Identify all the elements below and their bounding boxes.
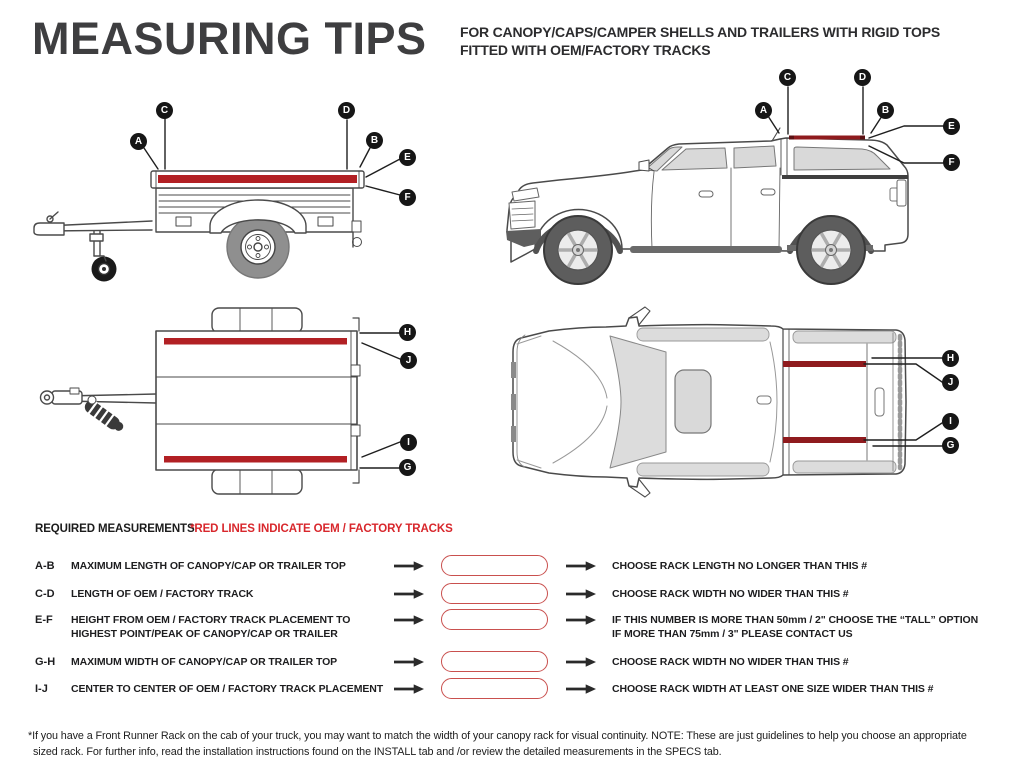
label-marker-h-trailer-top: H <box>399 324 416 341</box>
measurement-value-field <box>441 609 548 630</box>
measurement-range: I-J <box>35 683 48 695</box>
page-title: MEASURING TIPS <box>32 13 427 64</box>
measurement-range: A-B <box>35 560 55 572</box>
arrow-right-icon <box>566 561 596 571</box>
footnote <box>28 729 1020 760</box>
footnote-line-1: *If you have a Front Runner Rack on the cab of your truck, you may want to match the width of your canopy rack for visual continuity. NOTE: These are just guidelines to help you choose an appropriate <box>28 730 967 742</box>
label-marker-c-truck: C <box>779 69 796 86</box>
label-marker-a-truck: A <box>755 102 772 119</box>
measurement-instruction: CHOOSE RACK WIDTH AT LEAST ONE SIZE WIDER THAN THIS # <box>612 683 934 695</box>
label-marker-a-trailer: A <box>130 133 147 150</box>
measurement-value-field <box>441 583 548 604</box>
label-marker-h-truck-top: H <box>942 350 959 367</box>
arrow-right-icon <box>394 684 424 694</box>
arrow-right-icon <box>566 615 596 625</box>
truck-top-illustration <box>511 307 906 497</box>
measurement-range: C-D <box>35 588 55 600</box>
subtitle-line-1: FOR CANOPY/CAPS/CAMPER SHELLS AND TRAILERS WITH RIGID TOPS <box>460 24 940 40</box>
label-marker-e-trailer: E <box>399 149 416 166</box>
arrow-right-icon <box>394 615 424 625</box>
label-marker-b-trailer: B <box>366 132 383 149</box>
measurement-range: E-F <box>35 614 53 626</box>
label-marker-g-trailer-top: G <box>399 459 416 476</box>
measurement-row-ij <box>0 677 1024 717</box>
label-marker-f-trailer: F <box>399 189 416 206</box>
measurement-instruction: CHOOSE RACK WIDTH NO WIDER THAN THIS # <box>612 588 849 600</box>
measurement-value-field <box>441 651 548 672</box>
arrow-right-icon <box>394 561 424 571</box>
label-marker-f-truck: F <box>943 154 960 171</box>
trailer-top-illustration <box>41 308 361 494</box>
measurement-range: G-H <box>35 656 56 668</box>
measurement-description: MAXIMUM WIDTH OF CANOPY/CAP OR TRAILER TOP <box>71 656 338 668</box>
truck-side-illustration <box>506 128 908 284</box>
subtitle-line-2: FITTED WITH OEM/FACTORY TRACKS <box>460 42 711 58</box>
label-marker-d-truck: D <box>854 69 871 86</box>
trailer-side-illustration <box>34 171 364 282</box>
label-marker-i-truck-top: I <box>942 413 959 430</box>
measurement-row-ef <box>0 608 1024 648</box>
section-title: REQUIRED MEASUREMENTS <box>35 523 195 535</box>
footnote-line-2: sized rack. For further info, read the installation instructions found on the INSTALL tab and /or review the detailed measurements in the SPECS tab. <box>33 745 722 758</box>
measurement-value-field <box>441 678 548 699</box>
measurement-instruction: IF THIS NUMBER IS MORE THAN 50mm / 2" CHOOSE THE “TALL” OPTION IF MORE THAN 75mm / 3" PLEASE CONTACT US <box>612 614 979 640</box>
label-marker-b-truck: B <box>877 102 894 119</box>
arrow-right-icon <box>394 657 424 667</box>
page-subtitle <box>460 23 1000 59</box>
label-marker-c-trailer: C <box>156 102 173 119</box>
red-lines-note: *RED LINES INDICATE OEM / FACTORY TRACKS <box>190 523 453 535</box>
arrow-right-icon <box>394 589 424 599</box>
measurement-description: MAXIMUM LENGTH OF CANOPY/CAP OR TRAILER TOP <box>71 560 346 572</box>
arrow-right-icon <box>566 589 596 599</box>
arrow-right-icon <box>566 684 596 694</box>
label-marker-d-trailer: D <box>338 102 355 119</box>
label-marker-g-truck-top: G <box>942 437 959 454</box>
measurement-description: CENTER TO CENTER OF OEM / FACTORY TRACK PLACEMENT <box>71 683 384 695</box>
label-marker-j-trailer-top: J <box>400 352 417 369</box>
measurement-description: HEIGHT FROM OEM / FACTORY TRACK PLACEMENT TO HIGHEST POINT/PEAK OF CANOPY/CAP OR TRAILER <box>71 614 351 640</box>
measurement-instruction: CHOOSE RACK WIDTH NO WIDER THAN THIS # <box>612 656 849 668</box>
label-marker-i-trailer-top: I <box>400 434 417 451</box>
label-marker-j-truck-top: J <box>942 374 959 391</box>
measurement-value-field <box>441 555 548 576</box>
arrow-right-icon <box>566 657 596 667</box>
label-marker-e-truck: E <box>943 118 960 135</box>
measurement-instruction: CHOOSE RACK LENGTH NO LONGER THAN THIS # <box>612 560 868 572</box>
measurement-description: LENGTH OF OEM / FACTORY TRACK <box>71 588 254 600</box>
